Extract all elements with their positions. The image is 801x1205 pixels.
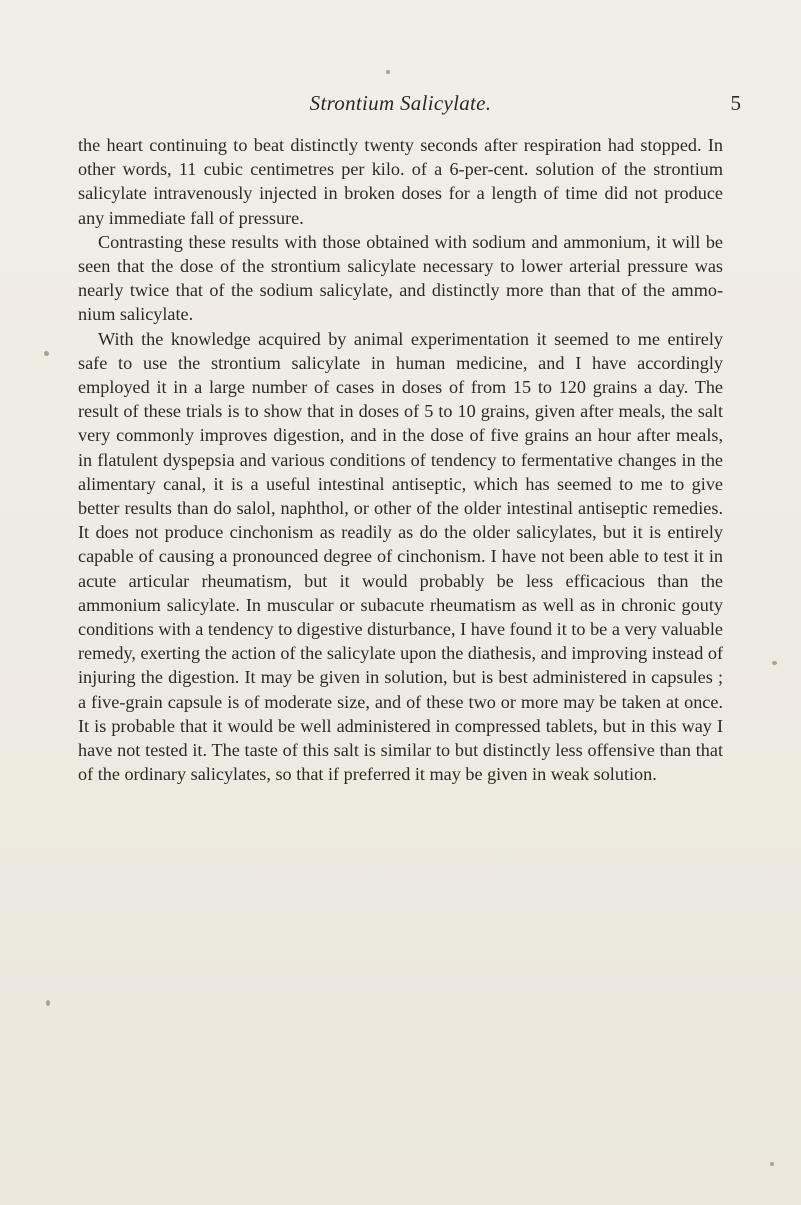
paragraph-clinical-use: With the knowledge acquired by animal experimentation it seemed to me entirely safe to use the strontium salicylate in human medicine, and I have accordingly employed it in a large number of cases in doses of from 15 to 120 grains a day. The result of these trials is to show that in doses of 5 to 10 grains, given after meals, the salt very commonly improves digestion, and in the dose of five grains an hour after meals, in flatulent dyspepsia and various conditions of tendency to fermentative changes in the alimentary canal, it is a useful intestinal antiseptic, which has seemed to me to give better results than do salol, naphthol, or other of the older intestinal antiseptic remedies. It does not produce cinchonism as readily as do the older salicylates, but it is entirely capable of causing a pronounced degree of cinchonism. I have not been able to test it in acute articular rheumatism, but it would probably be less efficacious than the ammonium salicylate. In muscular or subacute rheumatism as well as in chronic gouty conditions with a tendency to digestive disturbance, I have found it to be a very valuable remedy, exerting the action of the salicylate upon the diathesis, and improving instead of injuring the digestion. It may be given in solution, but is best administered in capsules ; a five-grain capsule is of moderate size, and of these two or more may be taken at once. It is probable that it would be well administered in compressed tablets, but in this way I have not tested it. The taste of this salt is similar to but distinctly less offensive than that of the ordinary salicylates, so that if preferred it may be given in weak solution. — [78, 328, 723, 785]
page-number: 5 — [730, 91, 741, 115]
paper-speck — [772, 661, 777, 665]
paper-speck — [46, 1000, 50, 1006]
paragraph-continuation: the heart continuing to beat distinctly twenty seconds after respiration had stopped. In other words, 11 cubic centimetres per kilo. of a 6-per-cent. solution of the strontium salicylate intravenously injected in broken doses for a length of time did not produce any immediate fall of pressure. — [78, 135, 723, 228]
paper-speck — [386, 70, 390, 74]
running-head — [60, 88, 741, 118]
paragraph-contrasting: Contrasting these results with those obtained with sodium and ammonium, it will be seen that the dose of the strontium salicylate necessary to lower arterial pressure was nearly twice that of the sodium salicylate, and distinctly more than that of the ammonium salicylate. — [78, 231, 723, 325]
paper-speck — [44, 351, 49, 356]
paper-speck — [770, 1162, 774, 1166]
body-text — [78, 133, 723, 786]
running-title: Strontium Salicylate. — [309, 91, 492, 115]
